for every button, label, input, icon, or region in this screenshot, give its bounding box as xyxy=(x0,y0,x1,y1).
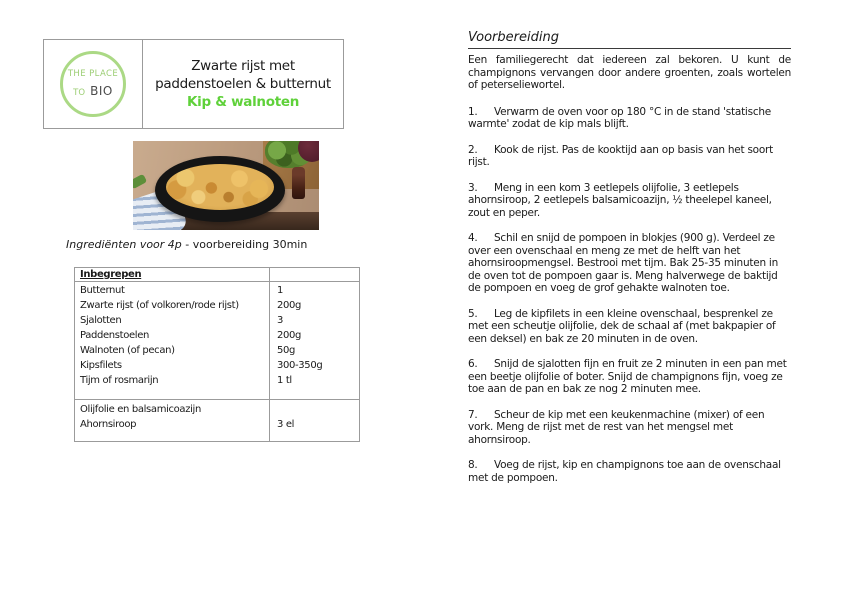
preparation-step xyxy=(468,358,791,396)
preparation-step xyxy=(468,232,791,295)
ingredient-quantity: 3 xyxy=(277,315,284,326)
photo-rice-dish-food xyxy=(166,164,274,210)
ingredient-quantity: 200g xyxy=(277,330,302,341)
preparation-heading: Voorbereiding xyxy=(468,30,791,49)
ingredient-name: Tijm of rosmarijn xyxy=(80,375,159,386)
ingredient-quantity: 50g xyxy=(277,345,296,356)
step-text: Voeg de rijst, kip en champignons toe aan de ovenschaal met de pompoen. xyxy=(468,459,781,484)
preparation-intro: Een familiegerecht dat iedereen zal bekoren. U kunt de champignons vervangen door andere groenten, zoals wortelen of peterseliewortel. xyxy=(468,54,791,91)
table-row xyxy=(75,373,359,388)
table-row xyxy=(75,358,359,373)
step-number: 4. xyxy=(468,232,478,244)
recipe-header xyxy=(43,39,344,129)
ingredients-table-header-cell xyxy=(75,268,269,281)
ingredient-quantity: 300-350g xyxy=(277,360,323,371)
ingredient-quantity: 3 el xyxy=(277,419,295,430)
ingredient-name: Paddenstoelen xyxy=(80,330,150,341)
table-row xyxy=(75,417,359,432)
table-row xyxy=(75,283,359,298)
step-number: 1. xyxy=(468,105,478,118)
preparation-steps xyxy=(468,106,791,485)
preparation-step xyxy=(468,144,791,169)
ingredients-table-header-row xyxy=(75,268,359,282)
ingredients-table xyxy=(74,267,360,442)
step-text: Kook de rijst. Pas de kooktijd aan op basis van het soort rijst. xyxy=(468,143,773,168)
logo-line-2 xyxy=(73,82,113,98)
ingredient-name: Sjalotten xyxy=(80,315,122,326)
table-row xyxy=(75,402,359,417)
ingredients-main-rows xyxy=(75,282,359,399)
preparation-step xyxy=(468,106,791,131)
ingredient-quantity: 1 tl xyxy=(277,375,292,386)
recipe-title-line-1: Zwarte rijst met xyxy=(191,58,295,74)
step-number: 5. xyxy=(468,307,478,320)
preparation-step xyxy=(468,459,791,484)
brand-logo-circle-icon xyxy=(60,51,126,117)
ingredient-quantity: 1 xyxy=(277,285,284,296)
step-number: 3. xyxy=(468,181,478,194)
step-text: Meng in een kom 3 eetlepels olijfolie, 3 eetlepels ahornsiroop, 2 eetlepels balsamicoazijn, ½ theelepel kaneel, zout en peper. xyxy=(468,181,772,219)
ingredients-table-header-qty-cell xyxy=(269,268,359,281)
logo-line-1: THE PLACE xyxy=(67,69,119,80)
ingredients-caption xyxy=(66,238,307,251)
ingredient-name: Zwarte rijst (of volkoren/rode rijst) xyxy=(80,300,239,311)
step-text: Snijd de sjalotten fijn en fruit ze 2 minuten in een pan met een beetje olijfolie of boter. Snijd de champignons fijn, voeg ze toe aan de pan en bak ze nog 2 minuten mee. xyxy=(468,358,787,395)
ingredients-table-header-label: Inbegrepen xyxy=(80,269,142,280)
preparation-step xyxy=(468,308,791,346)
ingredient-name: Olijfolie en balsamicoazijn xyxy=(80,404,201,415)
step-number: 6. xyxy=(468,358,478,370)
photo-black-dish xyxy=(155,156,285,222)
ingredients-caption-italic: Ingrediënten voor 4p xyxy=(66,238,182,251)
ingredients-extra-rows xyxy=(75,399,359,441)
table-row xyxy=(75,313,359,328)
logo-bio-text: BIO xyxy=(90,83,113,98)
recipe-title-block xyxy=(142,40,343,128)
brand-logo xyxy=(44,40,142,128)
recipe-photo xyxy=(133,141,319,230)
step-text: Scheur de kip met een keukenmachine (mixer) of een vork. Meng de rijst met de rest van het mengsel met ahornsiroop. xyxy=(468,408,765,446)
preparation-step xyxy=(468,409,791,447)
recipe-subtitle: Kip & walnoten xyxy=(186,94,300,110)
table-row xyxy=(75,298,359,313)
table-row xyxy=(75,343,359,358)
step-text: Leg de kipfilets in een kleine ovenschaal, besprenkel ze met een scheutje olijfolie, dek de schaal af (met bakpapier of een deksel) en bak ze 20 minuten in de oven. xyxy=(468,307,776,345)
step-text: Verwarm de oven voor op 180 °C in de stand 'statische warmte' zodat de kip mals blijft. xyxy=(468,105,771,130)
preparation-step xyxy=(468,182,791,220)
preparation-column xyxy=(468,30,791,497)
logo-to-text: TO xyxy=(73,87,86,98)
ingredient-quantity xyxy=(269,402,359,417)
ingredient-name: Kipsfilets xyxy=(80,360,122,371)
ingredient-name: Butternut xyxy=(80,285,125,296)
ingredient-quantity: 200g xyxy=(277,300,302,311)
step-text: Schil en snijd de pompoen in blokjes (900 g). Verdeel ze over een ovenschaal en meng ze met de helft van het ahornsiroopmengsel. Bestrooi met tijm. Bak 25-35 minuten in de oven tot de pompoen gaar is. Meng halverwege de baktijd de pompoen en voeg de grof gehakte walnoten toe. xyxy=(468,232,779,294)
step-number: 7. xyxy=(468,408,478,421)
ingredients-caption-regular: - voorbereiding 30min xyxy=(181,238,308,251)
step-number: 8. xyxy=(468,459,478,471)
recipe-title-line-2: paddenstoelen & butternut xyxy=(155,76,331,92)
table-row xyxy=(75,328,359,343)
ingredient-name: Walnoten (of pecan) xyxy=(80,345,175,356)
step-number: 2. xyxy=(468,143,478,156)
ingredient-name: Ahornsiroop xyxy=(80,419,137,430)
photo-pepper-mill xyxy=(292,167,305,199)
